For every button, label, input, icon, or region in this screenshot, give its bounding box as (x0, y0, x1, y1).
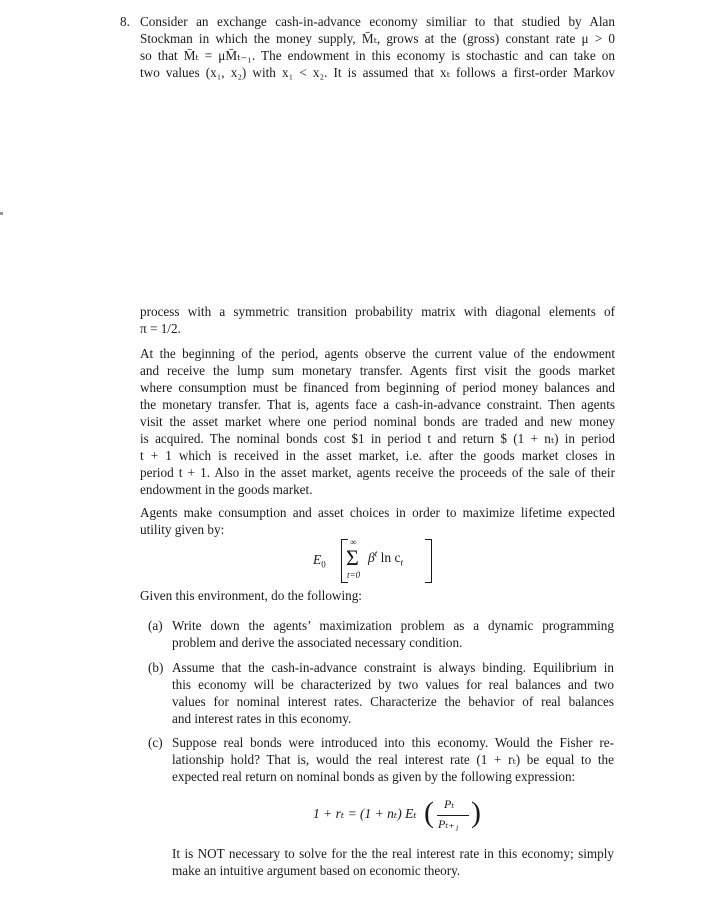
part-b-line-4: and interest rates in this economy. (172, 711, 352, 726)
continuation-line-2: π = 1/2. (140, 321, 181, 336)
right-bracket (425, 539, 432, 583)
part-b-line-1: Assume that the cash-in-advance constraint is always binding. Equilibrium in (172, 660, 614, 675)
left-paren: ( (424, 796, 434, 829)
para2-line-5: visit the asset market where one period nominal bonds are traded and new money (140, 414, 615, 429)
sum-lower-limit: t=0 (347, 570, 361, 580)
para2-line-2: and receive the lump sum monetary transfer. Agents first visit the goods market (140, 363, 615, 378)
para2-line-3: where consumption must be financed from beginning of period money balances and (140, 380, 615, 395)
part-c-line-2: lationship hold? That is, would the real interest rate (1 + rₜ) be equal to the (172, 752, 614, 767)
sum-upper-limit: ∞ (350, 537, 357, 547)
para2-line-7: t + 1 which is received in the asset market, i.e. after the goods market closes in (140, 448, 615, 463)
scan-artifact (0, 212, 3, 215)
part-b-label: (b) (148, 660, 164, 675)
problem-number: 8. (120, 14, 130, 29)
para2-line-8: period t + 1. Also in the asset market, agents receive the proceeds of the sale of their (140, 465, 615, 480)
closing-line-1: It is NOT necessary to solve for the the real interest rate in this economy; simply (172, 846, 614, 861)
intro-line-4: two values (x₁, x₂) with x₁ < x₂. It is assumed that xₜ follows a first-order Markov (140, 65, 615, 80)
intro-line-2: Stockman in which the money supply, M̄ₜ, grows at the (gross) constant rate μ > 0 (140, 31, 615, 46)
consumption-subscript: t (400, 557, 404, 568)
intro-line-1: Consider an exchange cash-in-advance economy similiar to that studied by Alan (140, 14, 615, 29)
part-c-line-1: Suppose real bonds were introduced into this economy. Would the Fisher re- (172, 735, 614, 750)
right-paren: ) (471, 796, 481, 829)
part-a-label: (a) (148, 618, 163, 633)
para3-line-1: Agents make consumption and asset choices in order to maximize lifetime expected (140, 505, 615, 520)
given-line: Given this environment, do the following: (140, 588, 362, 603)
part-b-line-2: this economy will be characterized by two values for real balances and two (172, 677, 614, 692)
continuation-line-1: process with a symmetric transition probability matrix with diagonal elements of (140, 304, 615, 319)
para2-line-9: endowment in the goods market. (140, 482, 313, 497)
beta-symbol: β (368, 550, 375, 565)
part-c-line-3: expected real return on nominal bonds as given by the following expression: (172, 769, 576, 784)
expectation-symbol: E (313, 552, 322, 567)
part-c-label: (c) (148, 735, 163, 750)
para2-line-4: the monetary transfer. That is, agents face a cash-in-advance constraint. Then agents (140, 397, 615, 412)
para3-line-2: utility given by: (140, 522, 225, 537)
fraction-numerator: Pₜ (444, 797, 455, 811)
log-consumption: ln c (380, 550, 401, 565)
fisher-lhs: 1 + rₜ = (1 + nₜ) Eₜ (313, 806, 417, 821)
expectation-subscript: 0 (321, 559, 326, 570)
closing-line-2: make an intuitive argument based on economic theory. (172, 863, 461, 878)
part-a-line-2: problem and derive the associated necessary condition. (172, 635, 463, 650)
part-a-line-1: Write down the agents’ maximization problem as a dynamic programming (172, 618, 614, 633)
intro-line-3: so that M̄ₜ = μM̄ₜ₋₁. The endowment in this economy is stochastic and can take on (140, 48, 615, 63)
beta-exponent: t (374, 548, 378, 559)
para2-line-6: is acquired. The nominal bonds cost $1 in period t and return $ (1 + nₜ) in period (140, 431, 615, 446)
sum-symbol: Σ (346, 545, 359, 570)
part-b-line-3: values for nominal interest rates. Characterize the behavior of real balances (172, 694, 614, 709)
fraction-denominator: Pₜ₊₁ (438, 817, 459, 831)
fraction-bar (437, 815, 469, 816)
para2-line-1: At the beginning of the period, agents observe the current value of the endowment (140, 346, 615, 361)
